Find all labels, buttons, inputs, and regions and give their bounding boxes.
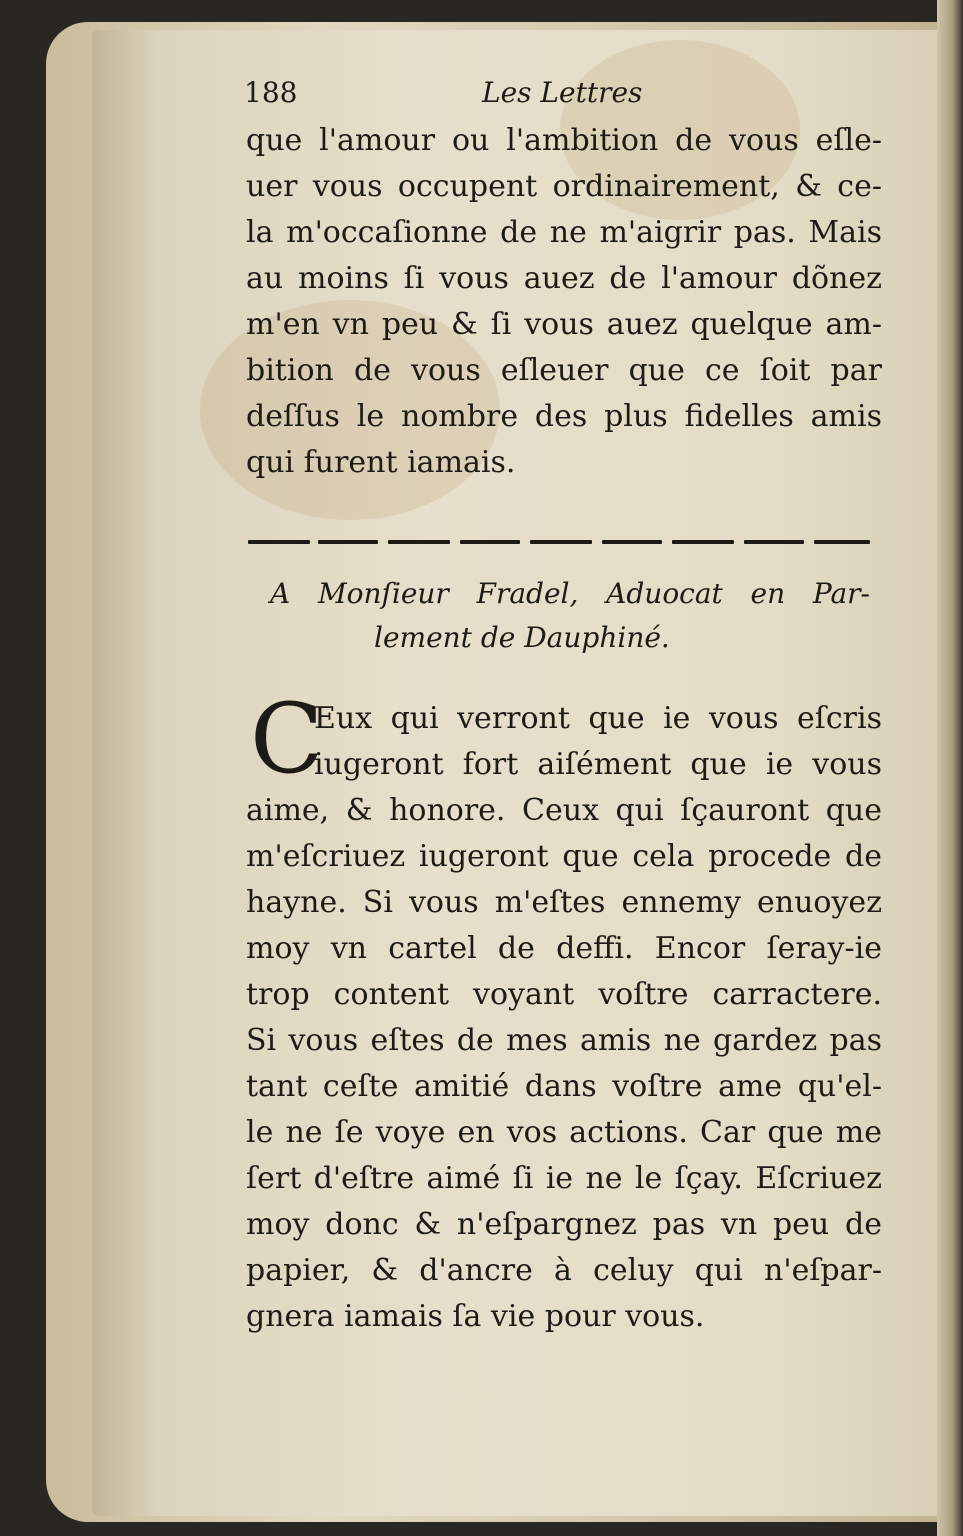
- text-line: hayne. Si vous m'eſtes ennemy enuoyez: [246, 885, 882, 920]
- text-line: uer vous occupent ordinairement, & ce-: [246, 169, 882, 204]
- rule-segment: [672, 540, 734, 544]
- rule-segment: [814, 540, 870, 544]
- text-line: tant ceſte amitié dans voſtre ame qu'el-: [246, 1069, 882, 1104]
- rule-segment: [530, 540, 592, 544]
- running-title: Les Lettres: [482, 76, 643, 109]
- text-line: aime, & honore. Ceux qui ſçauront que: [246, 793, 882, 828]
- text-line: la m'occaſionne de ne m'aigrir pas. Mais: [246, 215, 882, 250]
- text-line: bition de vous eſleuer que ce ſoit par: [246, 353, 882, 388]
- rule-segment: [248, 540, 310, 544]
- text-line: moy vn cartel de deffi. Encor ſeray-ie: [246, 931, 882, 966]
- text-line: moy donc & n'eſpargnez pas vn peu de: [246, 1207, 882, 1242]
- ornamental-rule: [248, 532, 876, 552]
- rule-segment: [318, 540, 378, 544]
- letter-heading: [270, 572, 870, 660]
- text-line: trop content voyant voſtre carractere.: [246, 977, 882, 1012]
- letter-body: [246, 683, 882, 1340]
- text-line: deſſus le nombre des plus fidelles amis: [246, 399, 882, 434]
- text-line: ſert d'eſtre aimé ſi ie ne le ſçay. Eſcriuez: [246, 1161, 882, 1196]
- text-line: Si vous eſtes de mes amis ne gardez pas: [246, 1023, 882, 1058]
- text-line: m'eſcriuez iugeront que cela procede de: [246, 839, 882, 874]
- heading-line: lement de Dauphiné.: [374, 621, 670, 654]
- text-line: m'en vn peu & ſi vous auez quelque am-: [246, 307, 882, 342]
- text-line: qui furent iamais.: [246, 445, 516, 480]
- running-head: [244, 76, 664, 116]
- book-gutter: [937, 0, 963, 1536]
- drop-cap: C: [250, 683, 324, 795]
- text-line: le ne ſe voye en vos actions. Car que me: [246, 1115, 882, 1150]
- rule-segment: [388, 540, 450, 544]
- text-line: que l'amour ou l'ambition de vous eſle-: [246, 123, 882, 158]
- rule-segment: [602, 540, 662, 544]
- previous-letter-ending: [246, 118, 882, 486]
- rule-segment: [460, 540, 520, 544]
- page-number: 188: [244, 76, 298, 109]
- text-line: iugeront fort aiſément que ie vous: [314, 747, 882, 782]
- heading-line: A Monſieur Fradel, Aduocat en Par-: [270, 577, 870, 610]
- text-line: gnera iamais ſa vie pour vous.: [246, 1299, 705, 1334]
- text-line: Eux qui verront que ie vous eſcris: [314, 701, 882, 736]
- rule-segment: [744, 540, 804, 544]
- text-line: au moins ſi vous auez de l'amour dõnez: [246, 261, 882, 296]
- text-line: papier, & d'ancre à celuy qui n'eſpar-: [246, 1253, 882, 1288]
